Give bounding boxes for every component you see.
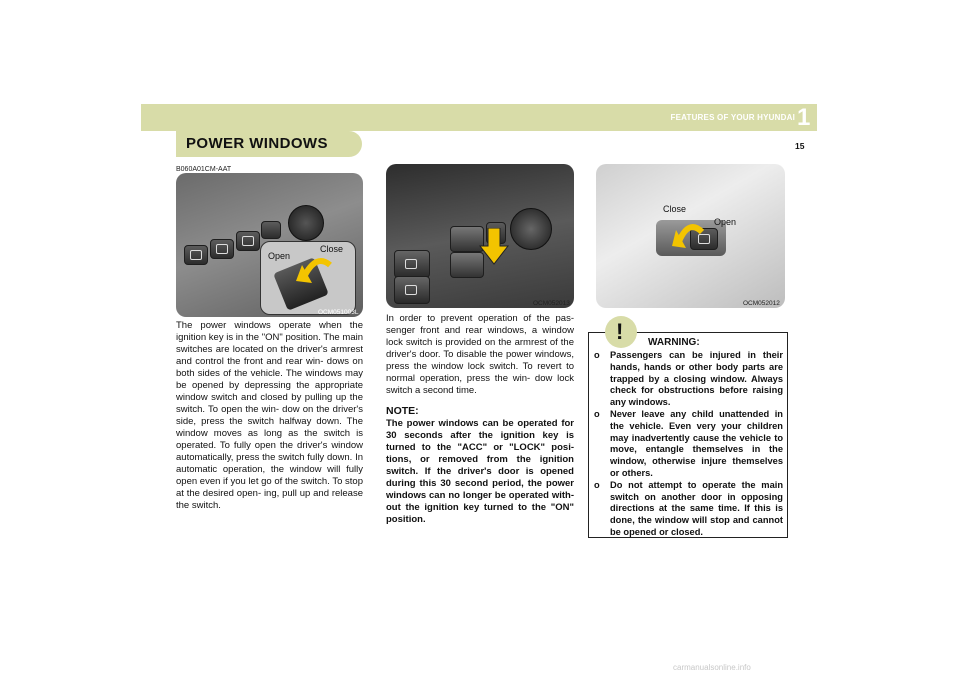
bullet: o (594, 408, 600, 419)
close-label: Close (663, 204, 687, 214)
window-switch (394, 250, 430, 278)
warning-item-text: Do not attempt to operate the main switch on another door in opposing directions at the same time. If this is done, the window will stop and cannot be opened or closed. (610, 479, 783, 537)
body-paragraph: In order to prevent operation of the pas- senger front and rear windows, a window lock switch is provided on the armrest of the driver's door. To disable the power windows, press the window lock switch. To revert to normal operation, press the win- dow lock switch a second time. (386, 313, 574, 396)
section-title: POWER WINDOWS (186, 135, 328, 152)
chapter-title: FEATURES OF YOUR HYUNDAI (670, 113, 795, 122)
photo-passenger-switch (596, 164, 785, 308)
curved-arrow-icon (672, 210, 708, 254)
warning-item (593, 409, 783, 480)
body-paragraph: The power windows operate when the ignition key is in the "ON" position. The main switches are located on the driver's armrest and control the front and rear win- dows on both sides of the vehicle. The windows may be opened by depressing the appropriate window switch and closed by pulling up the switch. To open the win- dow on the driver's side, press the switch halfway down. The window moves as long as the switch is operated. To fully open the driver's window automatically, press the switch fully down. In automatic operation, the window will fully open even if you let go of the switch. To stop at the desired open- ing, pull up and release the switch. (176, 320, 363, 511)
page-number: 15 (795, 141, 805, 151)
window-switch (236, 231, 260, 251)
warning-item (593, 350, 783, 409)
chapter-number: 1 (797, 104, 811, 131)
photo-code: OCM051003L (318, 309, 359, 316)
note-text: The power windows can be operated for 30 seconds after the ignition key is turned to the "ACC" or "LOCK" posi- tions, or removed from the ignition switch. If the driver's door is opened during this 30 second period, the power windows can no longer be operated with- out the ignition key turned to the "ON" position. (386, 418, 574, 525)
section-code: B060A01CM-AAT (176, 166, 232, 173)
note-heading: NOTE: (386, 405, 419, 417)
open-label: Open (714, 217, 737, 227)
warning-item-text: Passengers can be injured in their hands, hands or other body parts are trapped by a closing window. Always check for obstructions before raising any windows. (610, 350, 783, 408)
photo-code: OCM052013 (533, 300, 570, 307)
window-switch (210, 239, 234, 259)
open-label: Open (268, 251, 291, 261)
close-label: Close (320, 244, 344, 254)
photo-window-lock-switch (386, 164, 574, 308)
bullet: o (594, 350, 600, 360)
window-switch (394, 276, 430, 304)
warning-item-text: Never leave any child unattended in the vehicle. Even very your children may inadvertently cause the vehicle to move, entangle themselves in the window, otherwise injure themselves or others. (610, 408, 783, 478)
down-arrow-icon (478, 228, 510, 268)
watermark: carmanualsonline.info (673, 663, 751, 672)
window-switch (184, 245, 208, 265)
photo-code: OCM052012 (743, 300, 780, 307)
lock-switch (261, 221, 281, 239)
bullet: o (594, 479, 600, 490)
warning-item (593, 480, 783, 539)
warning-heading: WARNING: (648, 337, 700, 348)
mirror-control-knob (510, 208, 552, 250)
mirror-control-knob (288, 205, 324, 241)
warning-list (593, 350, 783, 539)
exclamation-icon: ! (616, 319, 624, 344)
